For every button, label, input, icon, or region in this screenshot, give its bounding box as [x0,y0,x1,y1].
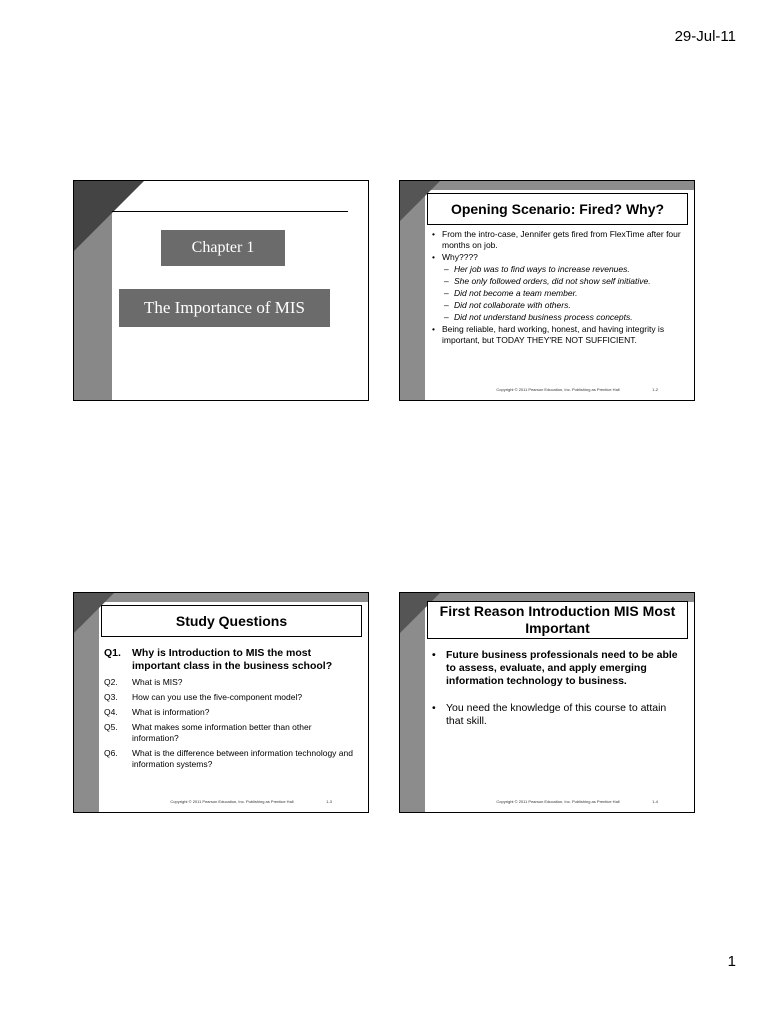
sub-bullet: – Did not collaborate with others. [430,300,686,311]
slide-title: First Reason Introduction MIS Most Important [427,601,688,639]
slide-3 [73,592,369,813]
question-text: What is the difference between information technology and information systems? [132,748,353,769]
question-item [104,722,360,744]
question-number: Q5. [104,722,118,732]
page-date: 29-Jul-11 [674,28,736,45]
slide-content [430,229,686,347]
question-text: What is MIS? [132,677,183,687]
question-item [104,677,360,688]
question-item [104,748,360,770]
page-number: 1 [727,953,736,970]
sub-bullet: – Her job was to find ways to increase revenues. [430,264,686,275]
slide-decor-corner [74,181,144,251]
slide-divider [112,211,348,212]
slide-content [430,649,686,742]
slide-4 [399,592,695,813]
question-item [104,692,360,703]
question-number: Q2. [104,677,118,687]
question-number: Q4. [104,707,118,717]
bullet: • Why???? [430,252,686,263]
slide-2 [399,180,695,401]
question-text: What makes some information better than other information? [132,722,312,743]
slide-title: Study Questions [101,605,362,637]
slide-number: 1-3 [326,799,332,804]
question-text: Why is Introduction to MIS the most important class in the business school? [132,647,333,672]
bullet: • You need the knowledge of this course to attain that skill. [430,702,686,728]
slide-copyright [430,799,686,804]
slide-title: Opening Scenario: Fired? Why? [427,193,688,225]
question-number: Q3. [104,692,118,702]
bullet: • Future business professionals need to be able to assess, evaluate, and apply emerging information technology to business. [430,649,686,688]
question-text: How can you use the five-component model? [132,692,303,702]
question-item [104,647,360,673]
bullet: • From the intro-case, Jennifer gets fired from FlexTime after four months on job. [430,229,686,251]
slide-copyright [104,799,360,804]
slide-number: 1-2 [652,387,658,392]
copyright-text: Copyright © 2011 Pearson Education, Inc. Publishing as Prentice Hall [496,387,620,392]
sub-bullet: – Did not understand business process concepts. [430,312,686,323]
question-item [104,707,360,718]
question-number: Q1. [104,647,121,659]
chapter-label: Chapter 1 [161,230,285,266]
copyright-text: Copyright © 2011 Pearson Education, Inc. Publishing as Prentice Hall [170,799,294,804]
slide-number: 1-4 [652,799,658,804]
bullet: • Being reliable, hard working, honest, and having integrity is important, but TODAY THEY'RE NOT SUFFICIENT. [430,324,686,346]
sub-bullet: – She only followed orders, did not show self initiative. [430,276,686,287]
sub-bullet: – Did not become a team member. [430,288,686,299]
copyright-text: Copyright © 2011 Pearson Education, Inc. Publishing as Prentice Hall [496,799,620,804]
slide-decor-topbar [400,181,694,190]
slide-content [104,647,360,774]
slide-copyright [430,387,686,392]
question-text: What is information? [132,707,210,717]
slide-1 [73,180,369,401]
chapter-title: The Importance of MIS [119,289,330,327]
question-number: Q6. [104,748,118,758]
slide-decor-topbar [74,593,368,602]
